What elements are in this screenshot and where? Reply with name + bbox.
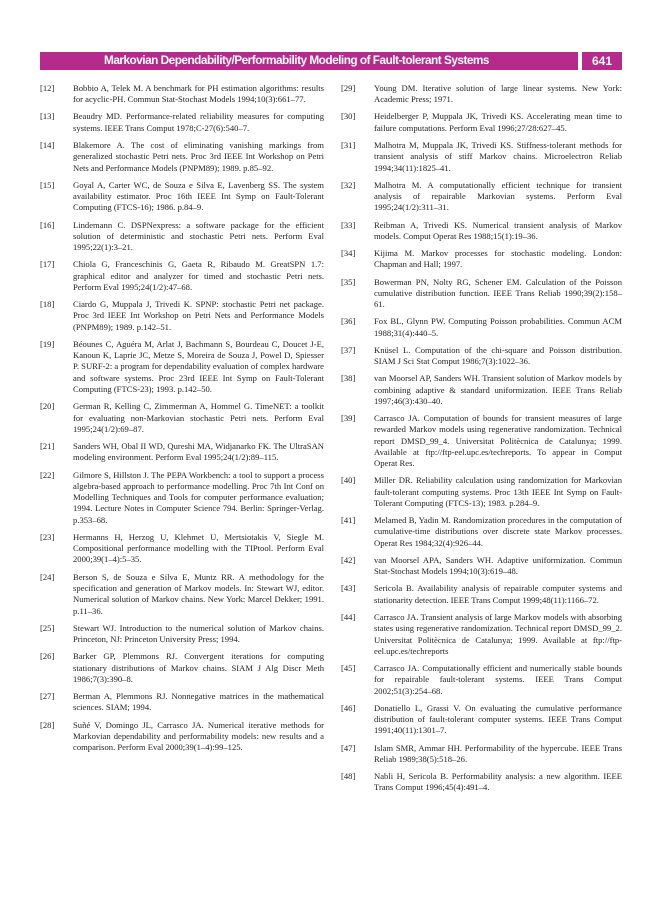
reference-number: [24] [40,571,55,582]
reference-number: [38] [341,373,356,384]
reference-number: [18] [40,299,55,310]
reference-entry [341,140,622,174]
reference-entry [341,703,622,737]
reference-number: [12] [40,83,55,93]
reference-entry [341,743,622,766]
reference-number: [15] [40,179,55,190]
reference-entry [341,316,622,339]
reference-text: Miller DR. Reliability calculation using randomization for Markovian fault-tolerant computing systems. Proc 13th IEEE Int Symp on Fault-Tolerant Computing (FTCS-13); 1983. p.284–9. [374,475,622,508]
reference-text: Suñé V, Domingo JL, Carrasco JA. Numerical iterative methods for Markovian dependability and performability models: new results and a comparison. Perform Eval 2000;39(1–4):99–125. [73,719,324,753]
reference-text: Béounes C, Aguéra M, Arlat J, Bachmann S, Bourdeau C, Doucet J-E, Kanoun K, Laprie JC, Metze S, Moreira de Souza J, Powel D, Spiesser P. SURF-2: a program for dependability evaluation of complex hardware and software systems. Proc 23rd IEEE Int Symp on Fault-Tolerant Computing (FTCS-23); 1993. p.142–50. [73,338,324,395]
reference-number: [48] [341,771,356,782]
reference-text: Bobbio A, Telek M. A benchmark for PH estimation algorithms: results for acyclic-PH. Commun Stat-Stochast Models 1994;10(3):661–77. [73,83,324,105]
references-left-column [40,83,324,759]
reference-text: Carrasco JA. Transient analysis of large Markov models with absorbing states using regenerative randomization. Technical report DMSD_99_2. Universitat Politècnica de Catalunya; 1999. Available at ftp://ftp-eel.upc.es/techreports [374,611,622,656]
reference-text: Melamed B, Yadin M. Randomization procedures in the computation of cumulative-time distributions over discrete state Markov processes. Operat Res 1984;32(4):926–44. [374,515,622,548]
reference-entry [40,532,324,566]
page-number: 641 [582,52,622,70]
reference-text: Barker GP, Plemmons RJ. Convergent iterations for computing stationary distributions of Markov chains. SIAM J Alg Discr Meth 1986;7(3):390–8. [73,651,324,684]
reference-entry [341,83,622,106]
reference-number: [32] [341,179,356,190]
reference-entry [40,83,324,106]
reference-entry [341,111,622,134]
reference-entry [40,339,324,395]
reference-text: Carrasco JA. Computationally efficient and numerically stable bounds for repairable fault-tolerant systems. IEEE Trans Comput 2002;51(3):254–68. [374,663,622,696]
reference-text: Nabli H, Sericola B. Performability analysis: a new algorithm. IEEE Trans Comput 1996;45(4):491–4. [374,771,622,793]
reference-text: Reibman A, Trivedi KS. Numerical transient analysis of Markov models. Comput Operat Res 1988;15(1):19–36. [374,219,622,241]
reference-text: Lindemann C. DSPNexpress: a software package for the efficient solution of deterministic and stochastic Petri nets. Perform Eval 1995;22(1):3–21. [73,219,324,253]
reference-text: Knüsel L. Computation of the chi-square and Poisson distribution. SIAM J Sci Stat Comput 1986;7(3):1022–36. [374,344,622,367]
reference-number: [22] [40,469,55,480]
reference-entry [341,373,622,407]
reference-number: [40] [341,475,356,486]
reference-number: [41] [341,515,356,526]
reference-entry [40,259,324,293]
reference-text: German R, Kelling C, Zimmerman A, Hommel G. TimeNET: a toolkit for evaluating non-Markovian stochastic Petri nets. Perform Eval 1995;24(1/2):69–87. [73,401,324,434]
reference-text: Stewart WJ. Introduction to the numerical solution of Markov chains. Princeton, NJ: Princeton University Press; 1994. [73,622,324,645]
reference-entry [40,220,324,254]
reference-number: [19] [40,338,55,349]
reference-text: Goyal A, Carter WC, de Souza e Silva E, Lavenberg SS. The system availability estimator. Proc 16th IEEE Int Symp on Fault-Tolerant Computing (FTCS-16); 1986. p.84–9. [73,179,324,213]
reference-number: [47] [341,742,356,753]
reference-text: Gilmore S, Hillston J. The PEPA Workbench: a tool to support a process algebra-based approach to performance modelling. Proc 7th Int Conf on Modelling Techniques and Tools for computer performance evaluation; 1994. Lecture Notes in Computer Science 794. Berlin: Springer-Verlag. p.353–68. [73,469,324,525]
reference-number: [21] [40,441,55,452]
reference-number: [34] [341,248,356,259]
reference-number: [39] [341,413,356,424]
reference-entry [341,663,622,697]
reference-entry [341,583,622,606]
reference-number: [35] [341,276,356,287]
reference-text: Donatiello L, Grassi V. On evaluating the cumulative performance distribution of fault-tolerant computer systems. IEEE Trans Comput 1991;40(11):1301–7. [374,702,622,736]
reference-entry [40,691,324,714]
reference-text: Berman A, Plemmons RJ. Nonnegative matrices in the mathematical sciences. SIAM; 1994. [73,691,324,713]
reference-text: Sanders WH, Obal II WD, Qureshi MA, Widjanarko FK. The UltraSAN modeling environment. Perform Eval 1995;24(1/2):89–115. [73,441,324,463]
reference-number: [20] [40,401,55,412]
reference-entry [341,248,622,271]
reference-entry [341,180,622,214]
reference-number: [30] [341,111,356,122]
reference-entry [40,720,324,754]
reference-number: [27] [40,691,55,702]
reference-number: [43] [341,583,356,594]
reference-entry [40,651,324,685]
reference-entry [341,612,622,657]
reference-text: Kijima M. Markov processes for stochastic modeling. London: Chapman and Hall; 1997. [374,248,622,270]
reference-number: [23] [40,531,55,542]
reference-entry [40,623,324,646]
reference-number: [45] [341,663,356,674]
reference-entry [40,299,324,333]
reference-text: Chiola G, Franceschinis G, Gaeta R, Ribaudo M. GreatSPN 1.7: graphical editor and analyzer for timed and stochastic Petri nets. Perform Eval 1995;24(1/2):47–68. [73,259,324,292]
reference-entry [40,111,324,134]
reference-text: Islam SMR, Ammar HH. Performability of the hypercube. IEEE Trans Reliab 1989;38(5):518–26. [374,742,622,764]
running-title: Markovian Dependability/Performability Modeling of Fault-tolerant Systems [104,53,489,67]
reference-entry [341,220,622,243]
reference-text: Young DM. Iterative solution of large linear systems. New York: Academic Press; 1971. [374,83,622,105]
reference-entry [341,475,622,509]
reference-entry [40,180,324,214]
reference-number: [14] [40,139,55,150]
reference-text: Ciardo G, Muppala J, Trivedi K. SPNP: stochastic Petri net package. Proc 3rd IEEE Int Workshop on Petri Nets and Performance Models (PNPM89); 1989. p.142–51. [73,299,324,332]
reference-text: Beaudry MD. Performance-related reliability measures for computing systems. IEEE Trans Comput 1978;C-27(6):540–7. [73,111,324,133]
reference-number: [44] [341,611,356,622]
reference-entry [40,140,324,174]
reference-number: [31] [341,139,356,150]
reference-number: [26] [40,651,55,662]
reference-entry [341,413,622,469]
reference-text: van Moorsel APA, Sanders WH. Adaptive uniformization. Commun Stat-Stochast Models 1994;10(3):619–48. [374,554,622,577]
header-band [40,52,578,70]
reference-text: Berson S, de Souza e Silva E, Muntz RR. A methodology for the specification and generation of Markov models. In: Stewart WJ, editor. Numerical solution of Markov chains. New York: Marcel Dekker; 1991. p.11–36. [73,571,324,616]
reference-number: [36] [341,316,356,327]
reference-text: Heidelberger P, Muppala JK, Trivedi KS. Accelerating mean time to failure computations. Perform Eval 1996;27/28:627–45. [374,111,622,133]
reference-text: Blakemore A. The cost of eliminating vanishing markings from generalized stochastic Petri nets. Proc 3rd IEEE Int Workshop on Petri Nets and Performance Models (PNPM89); 1989. p.85–92. [73,139,324,173]
reference-entry [341,771,622,794]
running-header [0,52,662,70]
reference-text: Hermanns H, Herzog U, Klehmet U, Mertsiotakis V, Siegle M. Compositional performance modelling with the TIPtool. Perform Eval 2000;39(1–4):5–35. [73,531,324,565]
reference-text: Fox BL, Glynn PW. Computing Poisson probabilities. Commun ACM 1988;31(4):440–5. [374,316,622,338]
reference-number: [29] [341,83,356,93]
reference-number: [13] [40,111,55,122]
reference-number: [28] [40,719,55,730]
reference-entry [40,572,324,617]
reference-text: van Moorsel AP, Sanders WH. Transient solution of Markov models by combining adaptive & standard uniformization. IEEE Trans Reliab 1997;46(3):430–40. [374,373,622,406]
reference-text: Sericola B. Availability analysis of repairable computer systems and stationarity detection. IEEE Trans Comput 1999;48(11):1166–72. [374,583,622,605]
reference-entry [40,441,324,464]
reference-number: [25] [40,622,55,633]
reference-entry [40,401,324,435]
reference-entry [341,515,622,549]
reference-entry [341,345,622,368]
reference-number: [33] [341,219,356,230]
reference-number: [37] [341,344,356,355]
reference-number: [46] [341,702,356,713]
reference-entry [341,277,622,311]
reference-text: Malhotra M. A computationally efficient technique for transient analysis of repairable Markovian systems. Perform Eval 1995;24(1/2):311–31. [374,179,622,213]
reference-text: Malhotra M, Muppala JK, Trivedi KS. Stiffness-tolerant methods for transient analysis of stiff Markov chains. Microelectron Reliab 1994;34(11):1825–41. [374,139,622,173]
reference-text: Carrasco JA. Computation of bounds for transient measures of large rewarded Markov models using regenerative randomization. Technical report DMSD_99_4. Universitat Politècnica de Catalunya; 1999. Available at ftp://ftp-eel.upc.es/techreports. To appear in Comput Operat Res. [374,413,622,469]
reference-number: [16] [40,219,55,230]
reference-entry [341,555,622,578]
references-right-column [341,83,622,800]
reference-entry [40,470,324,526]
reference-number: [42] [341,554,356,565]
reference-number: [17] [40,259,55,270]
reference-text: Bowerman PN, Nolty RG, Schener EM. Calculation of the Poisson cumulative distribution function. IEEE Trans Reliab 1990;39(2):158–61. [374,276,622,310]
